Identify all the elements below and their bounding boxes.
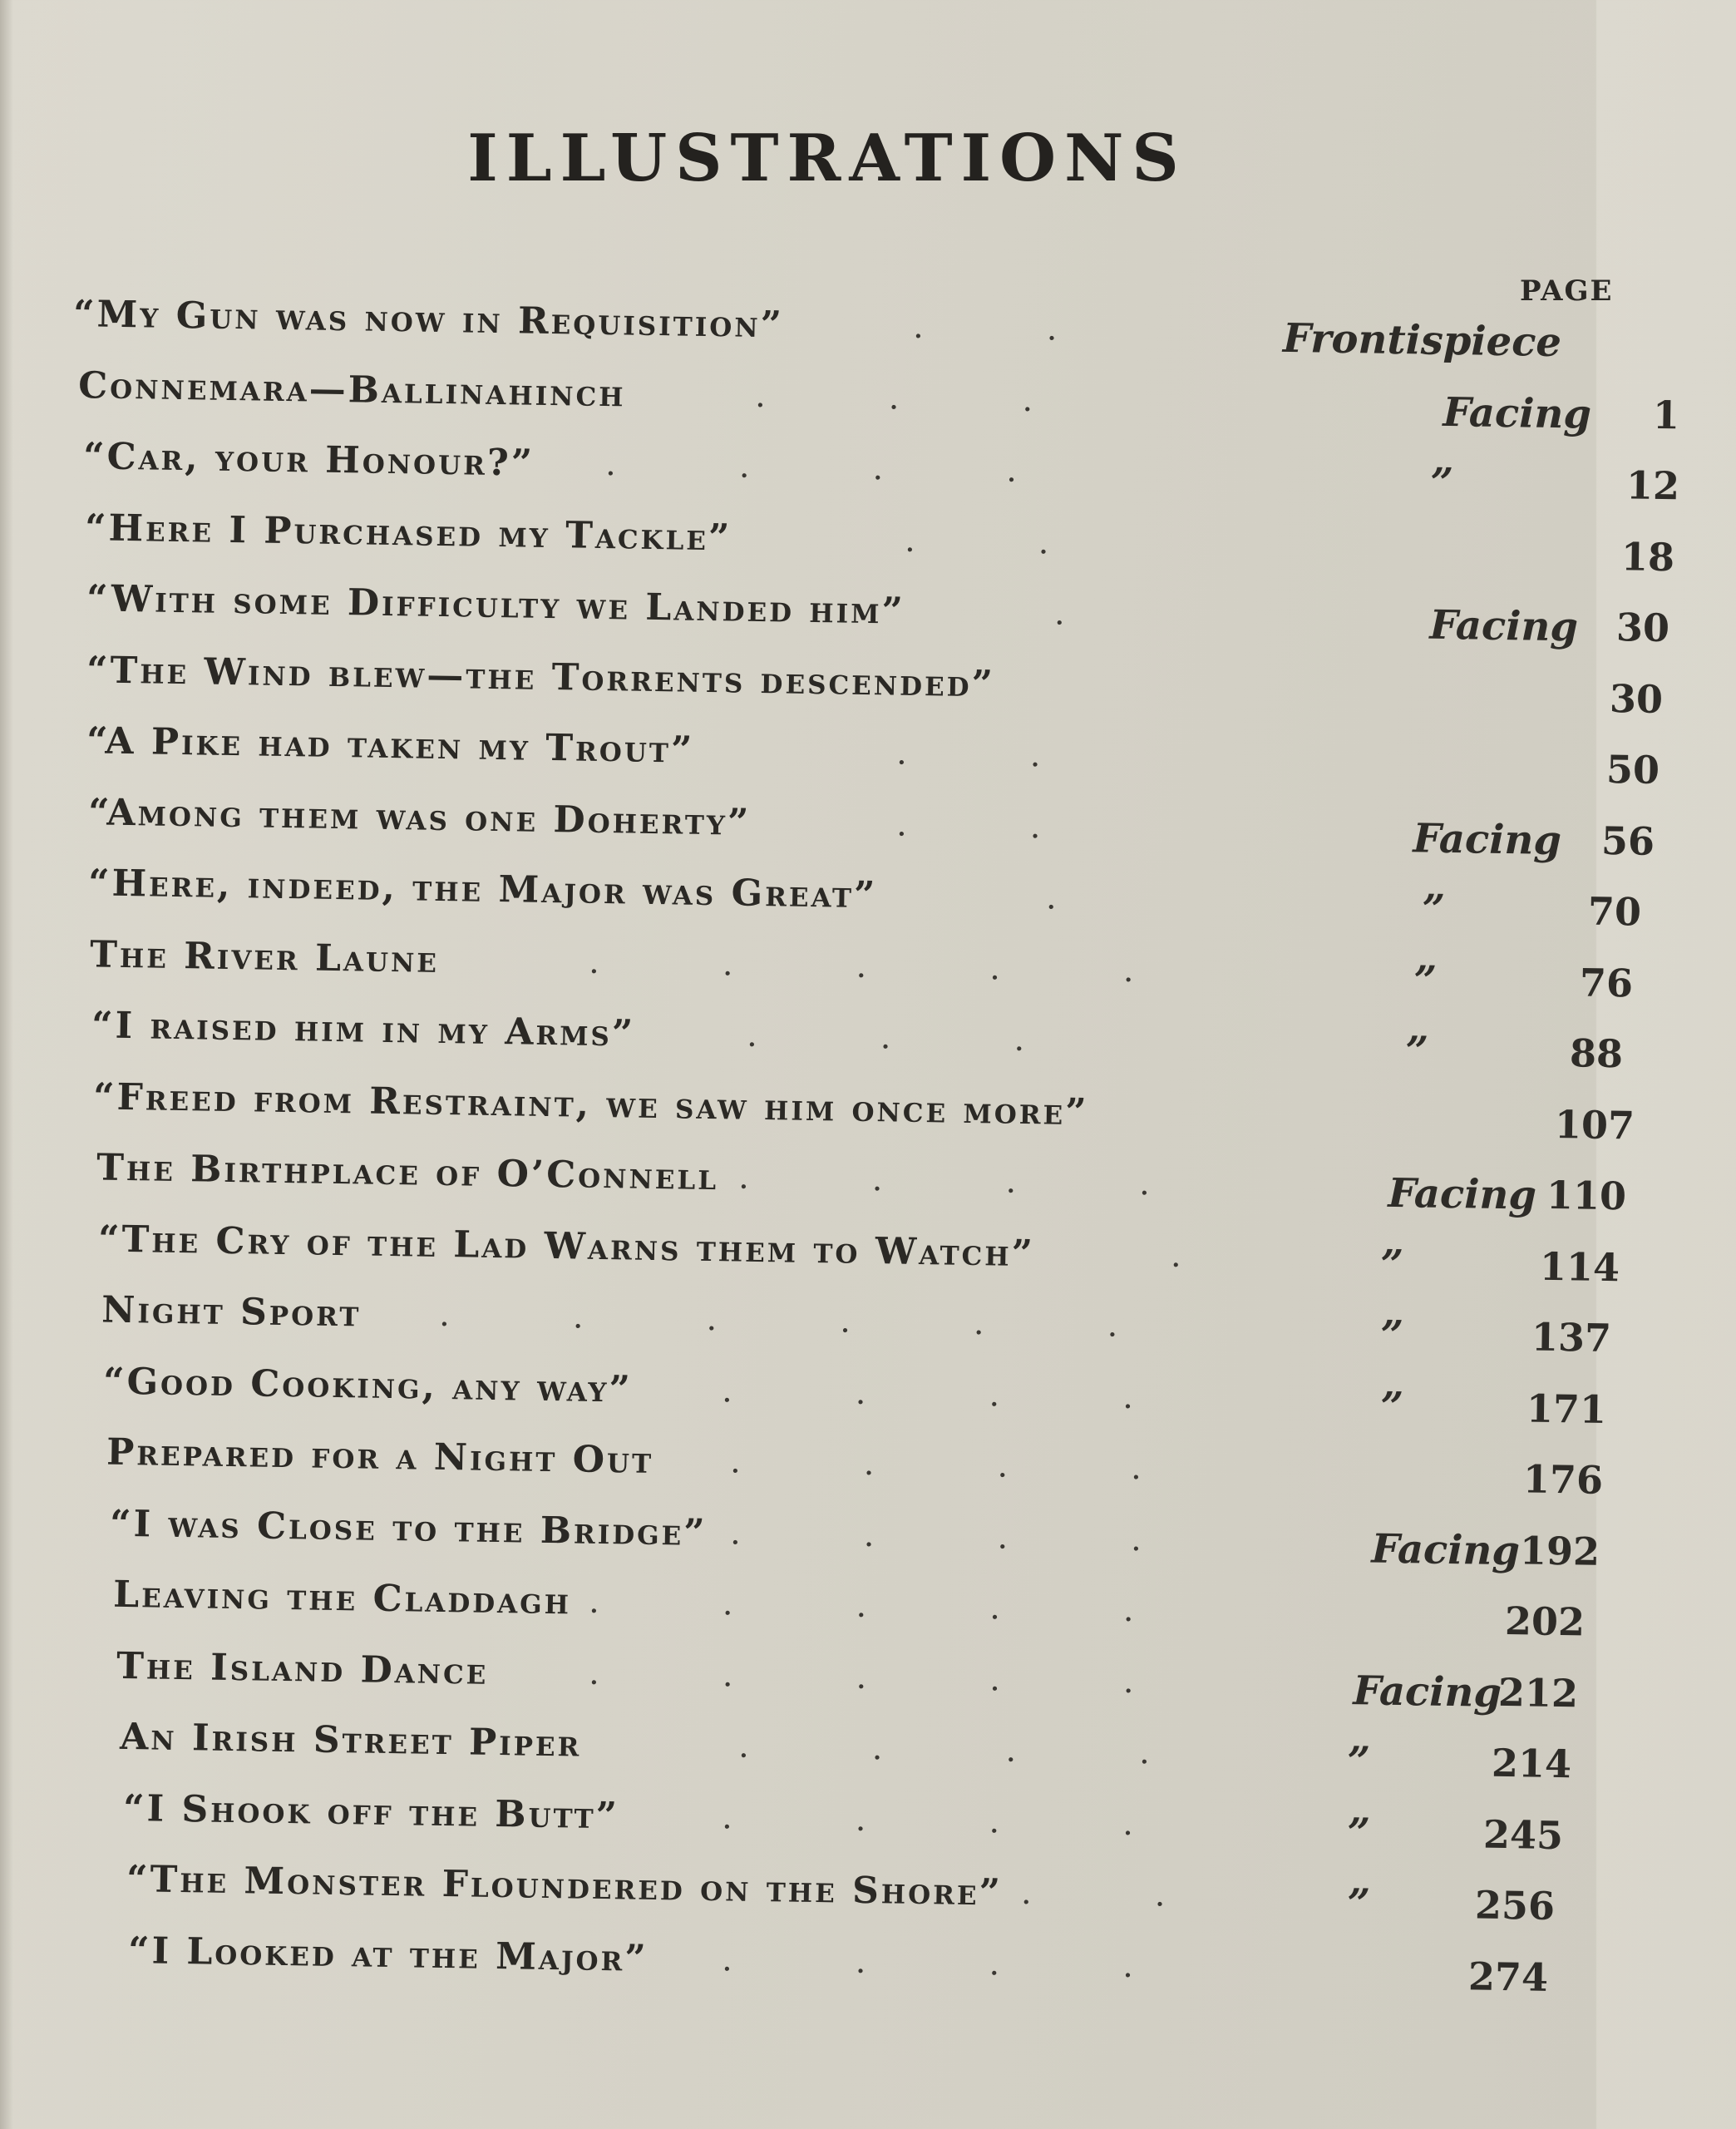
page-number: 274 [1467,1953,1549,2000]
page-number: 212 [1497,1669,1579,1716]
facing-label: Facing [1443,388,1592,438]
page-number: 50 [1605,746,1660,793]
dot-leader [1212,668,1213,718]
facing-label: ” [1379,1311,1404,1360]
page-number: 1 [1652,392,1680,437]
page-number: 18 [1620,533,1675,580]
page-number: 192 [1519,1527,1600,1574]
page-number: 137 [1531,1314,1612,1361]
dot-leader: .. [895,734,1164,777]
illustration-title: “The Wind blew—the Torrents descended” [86,648,996,705]
facing-label: ” [1346,1880,1371,1928]
facing-label: ” [1379,1383,1404,1430]
illustration-title: “My Gun was now in Requisition” [72,293,785,347]
facing-label: ” [1346,1809,1371,1857]
illustration-title: An Irish Street Piper [119,1715,582,1766]
page-number: 202 [1504,1598,1586,1645]
dot-leader [1204,1094,1205,1144]
facing-label: ” [1379,1241,1404,1288]
dot-leader: .... [721,1797,1257,1845]
dot-leader: .... [737,1158,1274,1205]
facing-label: ” [1421,886,1446,933]
dot-leader: ... [754,376,1157,421]
illustration-title: “I was Close to the Bridge” [109,1502,708,1554]
illustration-title: Leaving the Claddagh [112,1573,572,1623]
illustration-title: “The Cry of the Lad Warns them to Watch” [97,1217,1036,1275]
page-number: 12 [1625,462,1680,509]
dot-leader: .. [912,307,1181,350]
page-number: 76 [1579,959,1634,1005]
illustration-title: “Here, indeed, the Major was Great” [87,862,878,917]
dot-leader: ..... [588,942,1258,991]
dot-leader: . [1045,878,1181,919]
facing-label: ” [1429,459,1454,507]
dot-leader: .... [604,445,1141,492]
facing-label: Facing [1413,814,1562,864]
illustration-title: “I raised him in my Arms” [91,1004,636,1055]
page-number: 171 [1526,1385,1607,1432]
page-edge-shadow [0,0,13,2129]
facing-label: Facing [1429,601,1579,651]
illustration-title: “Good Cooking, any way” [102,1360,634,1411]
dot-leader: ... [746,1015,1148,1061]
page-number: 245 [1482,1811,1564,1858]
page-number: 114 [1539,1243,1620,1290]
dot-leader: ...... [438,1295,1241,1347]
dot-leader: . [1170,1236,1305,1277]
illustration-title: “With some Difficulty we Landed him” [86,577,906,633]
dot-leader: ..... [588,1653,1258,1702]
illustration-title: The Island Dance [116,1644,489,1693]
page-number: 107 [1554,1101,1635,1148]
page-number: 256 [1474,1882,1556,1929]
dot-leader: .... [737,1726,1274,1774]
illustration-title: The Birthplace of O’Connell [96,1146,719,1199]
page-title: ILLUSTRATIONS [467,121,1187,196]
illustration-title: “Car, your Honour?” [82,435,535,485]
page-column-label: PAGE [1520,274,1614,308]
page-number: 176 [1522,1456,1604,1503]
facing-label: ” [1413,956,1438,1005]
page-number: 56 [1600,818,1655,864]
facing-label: Facing [1388,1169,1537,1219]
dot-leader: .... [721,1371,1257,1418]
dot-leader: .... [729,1442,1265,1489]
dot-leader: .... [721,1939,1257,1987]
illustration-title: “The Monster Floundered on the Shore” [126,1858,1004,1914]
dot-leader: . [1053,594,1189,635]
page-number: 110 [1546,1172,1627,1219]
dot-leader: .. [1020,1873,1289,1916]
illustrations-list [73,293,1736,1999]
facing-label: ” [1346,1738,1371,1786]
illustration-title: “I Looked at the Major” [127,1929,649,1980]
page-number: 30 [1609,675,1664,722]
illustration-title: Prepared for a Night Out [106,1430,654,1482]
facing-label: Facing [1371,1525,1521,1574]
illustration-title: “Among them was one Doherty” [87,790,752,844]
illustration-title: The River Laune [89,932,440,981]
page-number: 30 [1615,605,1670,651]
illustration-title: Night Sport [101,1288,362,1336]
illustration-title: “Freed from Restraint, we saw him once more” [92,1074,1089,1134]
facing-label: Frontispiece [1282,314,1562,367]
dot-leader: .... [729,1513,1265,1561]
page-number: 214 [1491,1740,1572,1787]
illustration-title: “I Shook off the Butt” [122,1786,620,1837]
illustration-title: “Here I Purchased my Tackle” [84,506,732,559]
dot-leader: ..... [588,1582,1258,1632]
illustration-title: “A Pike had taken my Trout” [86,719,695,772]
illustration-title: Connemara—Ballinahinch [77,363,626,415]
page-number: 88 [1569,1030,1624,1077]
dot-leader: .. [895,805,1164,848]
page-number: 70 [1587,888,1642,935]
facing-label: Facing [1353,1667,1502,1717]
dot-leader: .. [904,521,1172,564]
facing-label: ” [1404,1028,1429,1075]
